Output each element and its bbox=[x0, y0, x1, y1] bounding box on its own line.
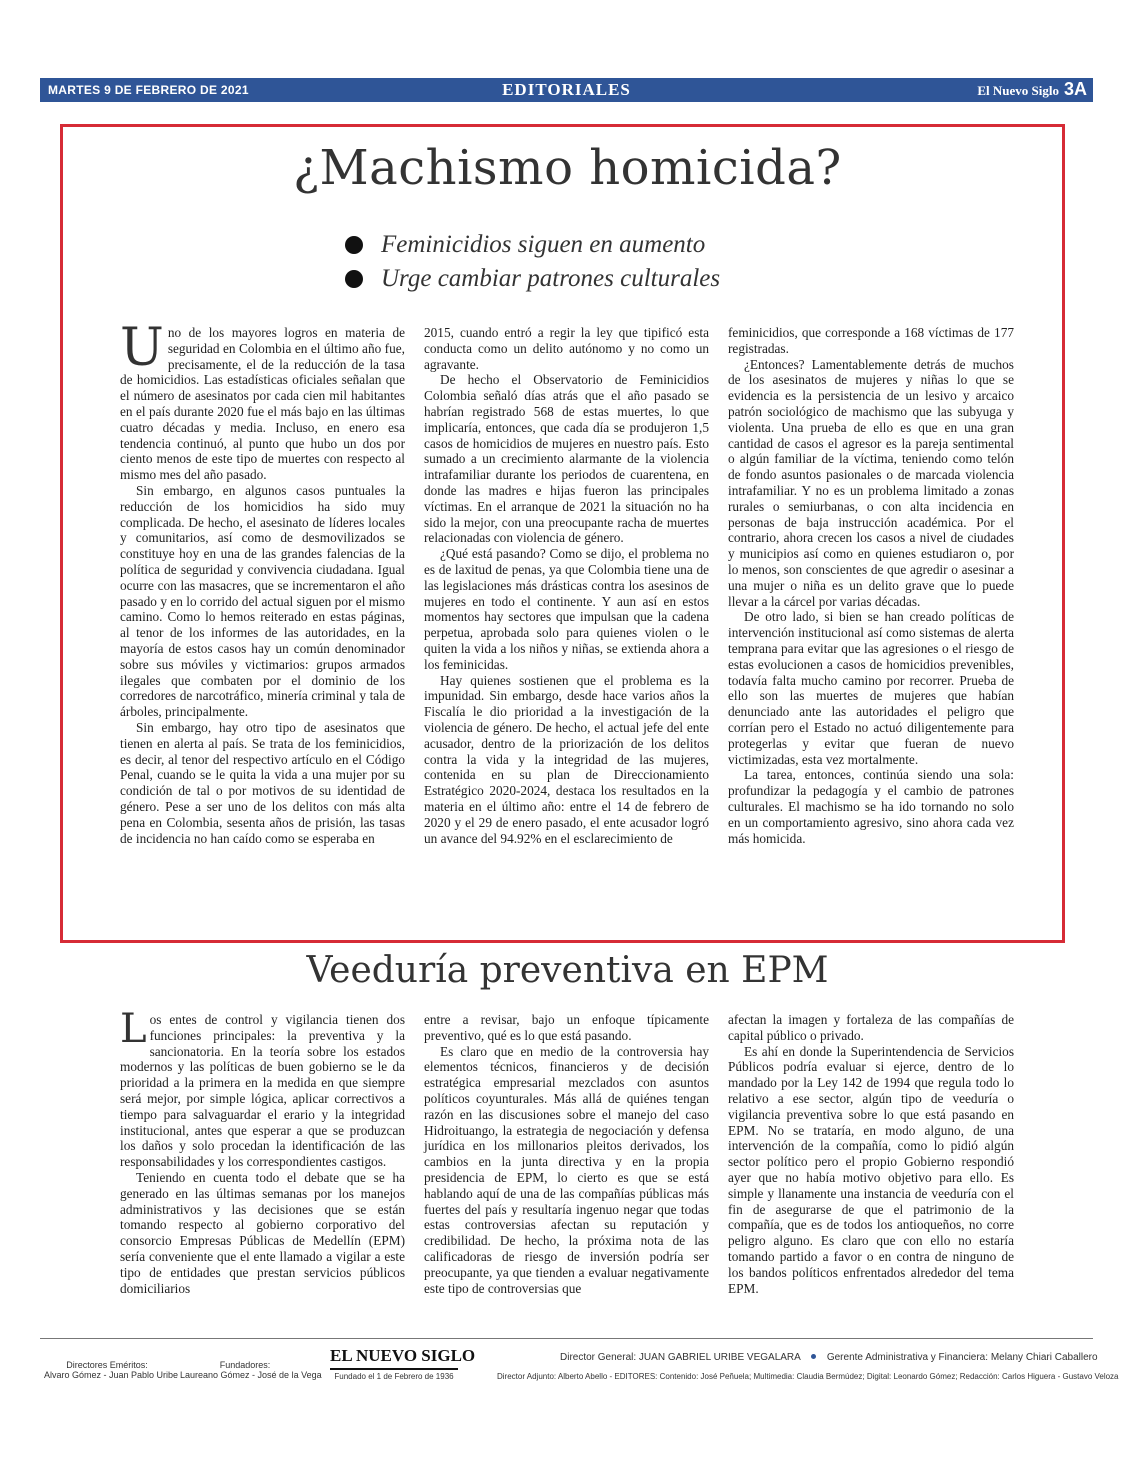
paragraph: Teniendo en cuenta todo el debate que se ha generado en las últimas semanas por los manejos administrativos y las decisiones que se están tomando respecto al gobierno corporativo del consorcio Empresas Públicas de Medellín (EPM) sería conveniente que el ente llamado a vigilar a este tipo de entidades que prestan servicios públicos domiciliarios bbox=[120, 1169, 405, 1296]
paragraph-text: os entes de control y vigilancia tienen dos funciones principales: la preventiva y la sancionatoria. En la teoría sobre los estados modernos y las políticas de buen gobierno se le da prioridad a la primera en la medida en que siempre será mejor, por simple lógica, aplicar correctivos a tiempo para salvaguardar el erario y la integridad institucional, antes que esperar a que se produzcan los daños y solo procedan la identificación de las responsabilidades y los correspondientes castigos. bbox=[120, 1012, 405, 1170]
manager-name: Melany Chiari Caballero bbox=[990, 1352, 1098, 1363]
subhead-text: Feminicidios siguen en aumento bbox=[381, 231, 706, 258]
paragraph: ¿Entonces? Lamentablemente detrás de muchos de los asesinatos de mujeres y niñas lo que se evidencia es la persistencia de un lesivo y arcaico patrón sociológico de machismo que las subyuga y violenta. Una prueba de ello es que en una gran cantidad de casos el agresor es la pareja sentimental o algún familiar de la víctima, teniendo como telón de fondo asuntos pasionales o de marcada violencia intrafamiliar. Y no es un problema limitado a zonas rurales o semiurbanas, o con alta incidencia en personas de baja instrucción académica. Por el contrario, ahora crecen los casos a nivel de ciudades y municipios así como en quienes estudiaron o, por lo menos, son conscientes de que agredir o asesinar a una mujer o niña es un delito grave que lo puede llevar a la cárcel por varias décadas. bbox=[728, 356, 1014, 609]
paragraph: ¿Qué está pasando? Como se dijo, el problema no es de laxitud de penas, ya que Colombia tiene una de las legislaciones más drásticas contra los asesinos de mujeres en todo el continente. Y aun así en estos momentos hay sectores que impulsan que la cadena perpetua, aprobada solo para quienes violen o le quiten la vida a los niños y niñas, se extienda ahora a los feminicidas. bbox=[424, 546, 709, 672]
paragraph: Sin embargo, hay otro tipo de asesinatos que tienen en alerta al país. Se trata de los feminicidios, es decir, al tenor del respectivo artículo en el Código Penal, cuando se le quita la vida a una mujer por su condición de tal o por motivos de su identidad de género. Pese a ser uno de los delitos con más alta pena en Colombia, sesenta años de prisión, las tasas de incidencia no han caído como se esperaba en bbox=[120, 719, 405, 846]
drop-cap: U bbox=[120, 318, 164, 378]
paragraph bbox=[120, 318, 405, 483]
issue-date: MARTES 9 DE FEBRERO DE 2021 bbox=[48, 83, 249, 97]
drop-cap: L bbox=[120, 1006, 147, 1052]
editorial-1-column-2 bbox=[424, 325, 709, 846]
subhead-2 bbox=[345, 262, 720, 296]
paragraph: De hecho el Observatorio de Feminicidios Colombia señaló días atrás que el año pasado se habrían registrado 568 de estas muertes, lo que implicaría, entonces, que cada día se produjeron 1,5 casos de homicidios de mujeres en nuestro país. Esto sumado a un crecimiento alarmante de la violencia intrafamiliar durante los periodos de cuarentena, en donde las madres e hijas fueron las principales víctimas. En el arranque de 2021 la situación no ha sido la mejor, con una preocupante racha de muertes relacionadas con violencia de género. bbox=[424, 372, 709, 546]
founders-names: Laureano Gómez - José de la Vega bbox=[180, 1370, 322, 1380]
editorial-2-title: Veeduría preventiva en EPM bbox=[306, 950, 829, 991]
page-number: 3A bbox=[1063, 79, 1087, 99]
separator-dot-icon bbox=[811, 1354, 816, 1359]
paragraph: Sin embargo, en algunos casos puntuales la reducción de los homicidios ha sido muy complicada. De hecho, el asesinato de líderes locales y comunitarios, así como de desmovilizados se constituye hoy en una de las grandes falencias de la política de seguridad y convivencia ciudadana. Igual ocurre con las masacres, que se incrementaron el año pasado y en lo corrido del actual siguen por el mismo camino. Como lo hemos reiterado en estas páginas, al tenor de los informes de las autoridades, en la mayoría de estos casos hay un común denominador sobre sus móviles y victimarios: grupos armados ilegales que combaten por el dominio de los corredores de narcotráfico, minería criminal y tala de árboles, principalmente. bbox=[120, 482, 405, 720]
editorial-1-subheads bbox=[345, 228, 720, 296]
paragraph: Es ahí en donde la Superintendencia de Servicios Públicos podría evaluar si ejerce, dentro de lo mandado por la Ley 142 de 1994 que regula todo lo relativo a ese sector, algún tipo de veeduría o vigilancia preventiva sobre lo que está pasando en EPM. No se trataría, en modo alguno, de una intervención de la compañía, como lo pidió algún sector político pero el propio Gobierno respondió ayer que no había motivo objetivo para ello. Es simple y llanamente una instancia de veeduría con el fin de asegurarse de que el patrimonio de la compañía, que es de todos los antioqueños, no corre peligro alguno. Es claro que con ello no estaría tomando partido a favor o en contra de ninguno de los bandos políticos enfrentados alrededor del tema EPM. bbox=[728, 1043, 1014, 1296]
footer-divider bbox=[40, 1338, 1093, 1339]
editorial-2-column-2 bbox=[424, 1012, 709, 1296]
editorial-1-title: ¿Machismo homicida? bbox=[293, 140, 842, 196]
section-title: EDITORIALES bbox=[502, 80, 631, 99]
founded-date: Fundado el 1 de Febrero de 1936 bbox=[334, 1372, 454, 1381]
editorial-2-column-1 bbox=[120, 1006, 405, 1296]
paragraph: afectan la imagen y fortaleza de las compañías de capital público o privado. bbox=[728, 1012, 1014, 1043]
paragraph: La tarea, entonces, continúa siendo una sola: profundizar la pedagogía y el cambio de patrones culturales. El machismo se ha ido tornando no solo en un comportamiento agresivo, sino ahora cada vez más homicida. bbox=[728, 767, 1014, 846]
editorial-1-column-3 bbox=[728, 325, 1014, 846]
paragraph: Hay quienes sostienen que el problema es la impunidad. Sin embargo, desde hace varios años la Fiscalía le dio prioridad a la investigación de la violencia de género. De hecho, el actual jefe del ente acusador, dentro de la priorización de los delitos contra la vida y la integridad de las mujeres, contenida en su plan de Direccionamiento Estratégico 2020-2024, destaca los resultados en la materia en el último año: entre el 14 de febrero de 2020 y el 29 de enero pasado, el ente acusador logró un avance del 94.92% en el esclarecimiento de bbox=[424, 672, 709, 846]
bullet-icon bbox=[345, 236, 363, 254]
paragraph bbox=[120, 1006, 405, 1170]
subhead-text: Urge cambiar patrones culturales bbox=[381, 265, 721, 292]
newspaper-logo: EL NUEVO SIGLO bbox=[330, 1346, 458, 1370]
footer-management bbox=[560, 1352, 1098, 1363]
director-general-name: JUAN GABRIEL URIBE VEGALARA bbox=[638, 1352, 801, 1363]
manager-label: Gerente Administrativa y Financiera: bbox=[826, 1352, 989, 1363]
directors-names: Alvaro Gómez - Juan Pablo Uribe bbox=[44, 1370, 179, 1380]
paragraph-text: no de los mayores logros en materia de seguridad en Colombia en el último año fue, precisamente, el de la reducción de la tasa de homicidios. Las estadísticas oficiales señalan que el número de asesinatos por cada cien mil habitantes en el país durante 2020 fue el más bajo en las últimas cuatro décadas y media. Incluso, en enero esa tendencia continuó, al punto que hubo un dos por ciento menos de este tipo de muertes con respecto al mismo mes del año pasado. bbox=[120, 325, 405, 483]
newspaper-brand: El Nuevo Siglo bbox=[977, 83, 1059, 98]
directors-label: Directores Eméritos: bbox=[66, 1360, 148, 1370]
footer-founders bbox=[180, 1360, 322, 1380]
director-general-label: Director General: bbox=[560, 1352, 637, 1363]
page-header-bar bbox=[40, 78, 1093, 102]
paragraph: feminicidios, que corresponde a 168 víctimas de 177 registradas. bbox=[728, 325, 1014, 356]
footer-editors: Director Adjunto: Alberto Abello - EDITORES: Contenido: José Peñuela; Multimedia: Claudia Bermúdez; Digital: Leonardo Gómez; Redacción: Carlos Higuera - Gustavo Veloza bbox=[497, 1372, 1119, 1381]
footer-logo-block bbox=[330, 1346, 476, 1381]
bullet-icon bbox=[345, 270, 363, 288]
footer-directors bbox=[44, 1360, 179, 1380]
editorial-2-column-3 bbox=[728, 1012, 1014, 1296]
paragraph: 2015, cuando entró a regir la ley que tipificó esta conducta como un delito autónomo y no como un agravante. bbox=[424, 325, 709, 372]
editorial-1-column-1 bbox=[120, 318, 405, 846]
founders-label: Fundadores: bbox=[219, 1360, 271, 1370]
paragraph: Es claro que en medio de la controversia hay elementos técnicos, financieros y de decisión estratégica empresarial mezclados con asuntos políticos coyunturales. Más allá de quiénes tengan razón en las discusiones sobre el manejo del caso Hidroituango, la estrategia de negociación y defensa jurídica en los millonarios pleitos derivados, los cambios en la junta directiva y en la propia presidencia de EPM, lo cierto es que se está hablando aquí de una de las compañías públicas más fuertes del país y resultaría ingenuo negar que todas estas controversias afectan su reputación y credibilidad. De hecho, la próxima nota de las calificadoras de riesgo de inversión podría ser preocupante, ya que tienden a evaluar negativamente este tipo de controversias que bbox=[424, 1043, 709, 1296]
paragraph: De otro lado, si bien se han creado políticas de intervención institucional así como sistemas de alerta temprana para evitar que las agresiones o el riesgo de estas evolucionen a casos de homicidios prevenibles, todavía falta mucho camino por recorrer. Prueba de ello son las muertes de mujeres que habían denunciado ante las autoridades el peligro que corrían pero el Estado no actuó diligentemente para protegerlas y evitar que fueran de nuevo victimizadas, esta vez mortalmente. bbox=[728, 609, 1014, 767]
paragraph: entre a revisar, bajo un enfoque típicamente preventivo, qué es lo que está pasando. bbox=[424, 1012, 709, 1043]
subhead-1 bbox=[345, 228, 720, 262]
